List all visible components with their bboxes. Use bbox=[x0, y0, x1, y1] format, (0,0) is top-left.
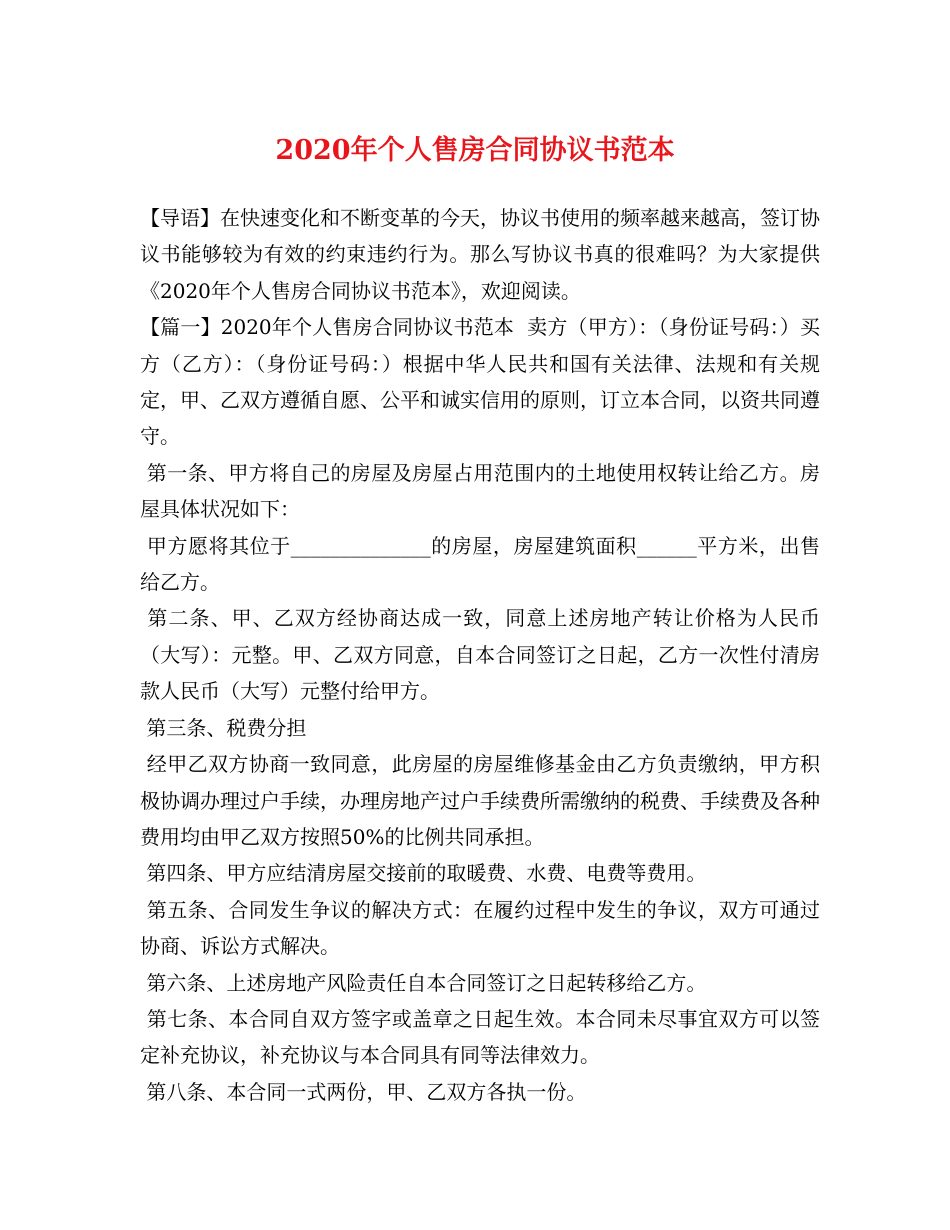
paragraph-article-7: 第七条、本合同自双方签字或盖章之日起生效。本合同未尽事宜双方可以签定补充协议，补充协议与本合同具有同等法律效力。 bbox=[140, 1006, 821, 1068]
paragraph-part-one: 【篇一】2020年个人售房合同协议书范本 卖方（甲方）：（身份证号码：）买方（乙方）：（身份证号码：）根据中华人民共和国有关法律、法规和有关规定，甲、乙双方遵循自愿、公平和诚实信用的原则，订立本合同，以资共同遵守。 bbox=[140, 315, 820, 449]
paragraph-article-4: 第四条、甲方应结清房屋交接前的取暖费、水费、电费等费用。 bbox=[140, 861, 707, 886]
paragraph-article-2: 第二条、甲、乙双方经协商达成一致，同意上述房地产转让价格为人民币（大写）：元整。甲、乙双方同意，自本合同签订之日起，乙方一次性付清房款人民币（大写）元整付给甲方。 bbox=[140, 606, 821, 704]
paragraph-property-location: 甲方愿将其位于______________的房屋，房屋建筑面积______平方米，出售给乙方。 bbox=[140, 533, 821, 595]
paragraph-article-3-heading: 第三条、税费分担 bbox=[140, 715, 307, 740]
paragraph-intro: 【导语】在快速变化和不断变革的今天，协议书使用的频率越来越高，签订协议书能够较为有效的约束违约行为。那么写协议书真的很难吗？为大家提供《2020年个人售房合同协议书范本》，欢迎阅读。 bbox=[140, 206, 820, 303]
paragraph-article-8: 第八条、本合同一式两份，甲、乙双方各执一份。 bbox=[140, 1079, 587, 1104]
document-title: 2020年个人售房合同协议书范本 bbox=[275, 135, 675, 166]
document-body bbox=[140, 200, 820, 1110]
paragraph-article-6: 第六条、上述房地产风险责任自本合同签订之日起转移给乙方。 bbox=[140, 970, 707, 995]
paragraph-article-1: 第一条、甲方将自己的房屋及房屋占用范围内的土地使用权转让给乙方。房屋具体状况如下： bbox=[140, 460, 821, 522]
paragraph-article-3-body: 经甲乙双方协商一致同意，此房屋的房屋维修基金由乙方负责缴纳，甲方积极协调办理过户手续，办理房地产过户手续费所需缴纳的税费、手续费及各种费用均由甲乙双方按照50%的比例共同承担。 bbox=[140, 752, 821, 849]
paragraph-article-5: 第五条、合同发生争议的解决方式：在履约过程中发生的争议，双方可通过协商、诉讼方式解决。 bbox=[140, 897, 821, 959]
